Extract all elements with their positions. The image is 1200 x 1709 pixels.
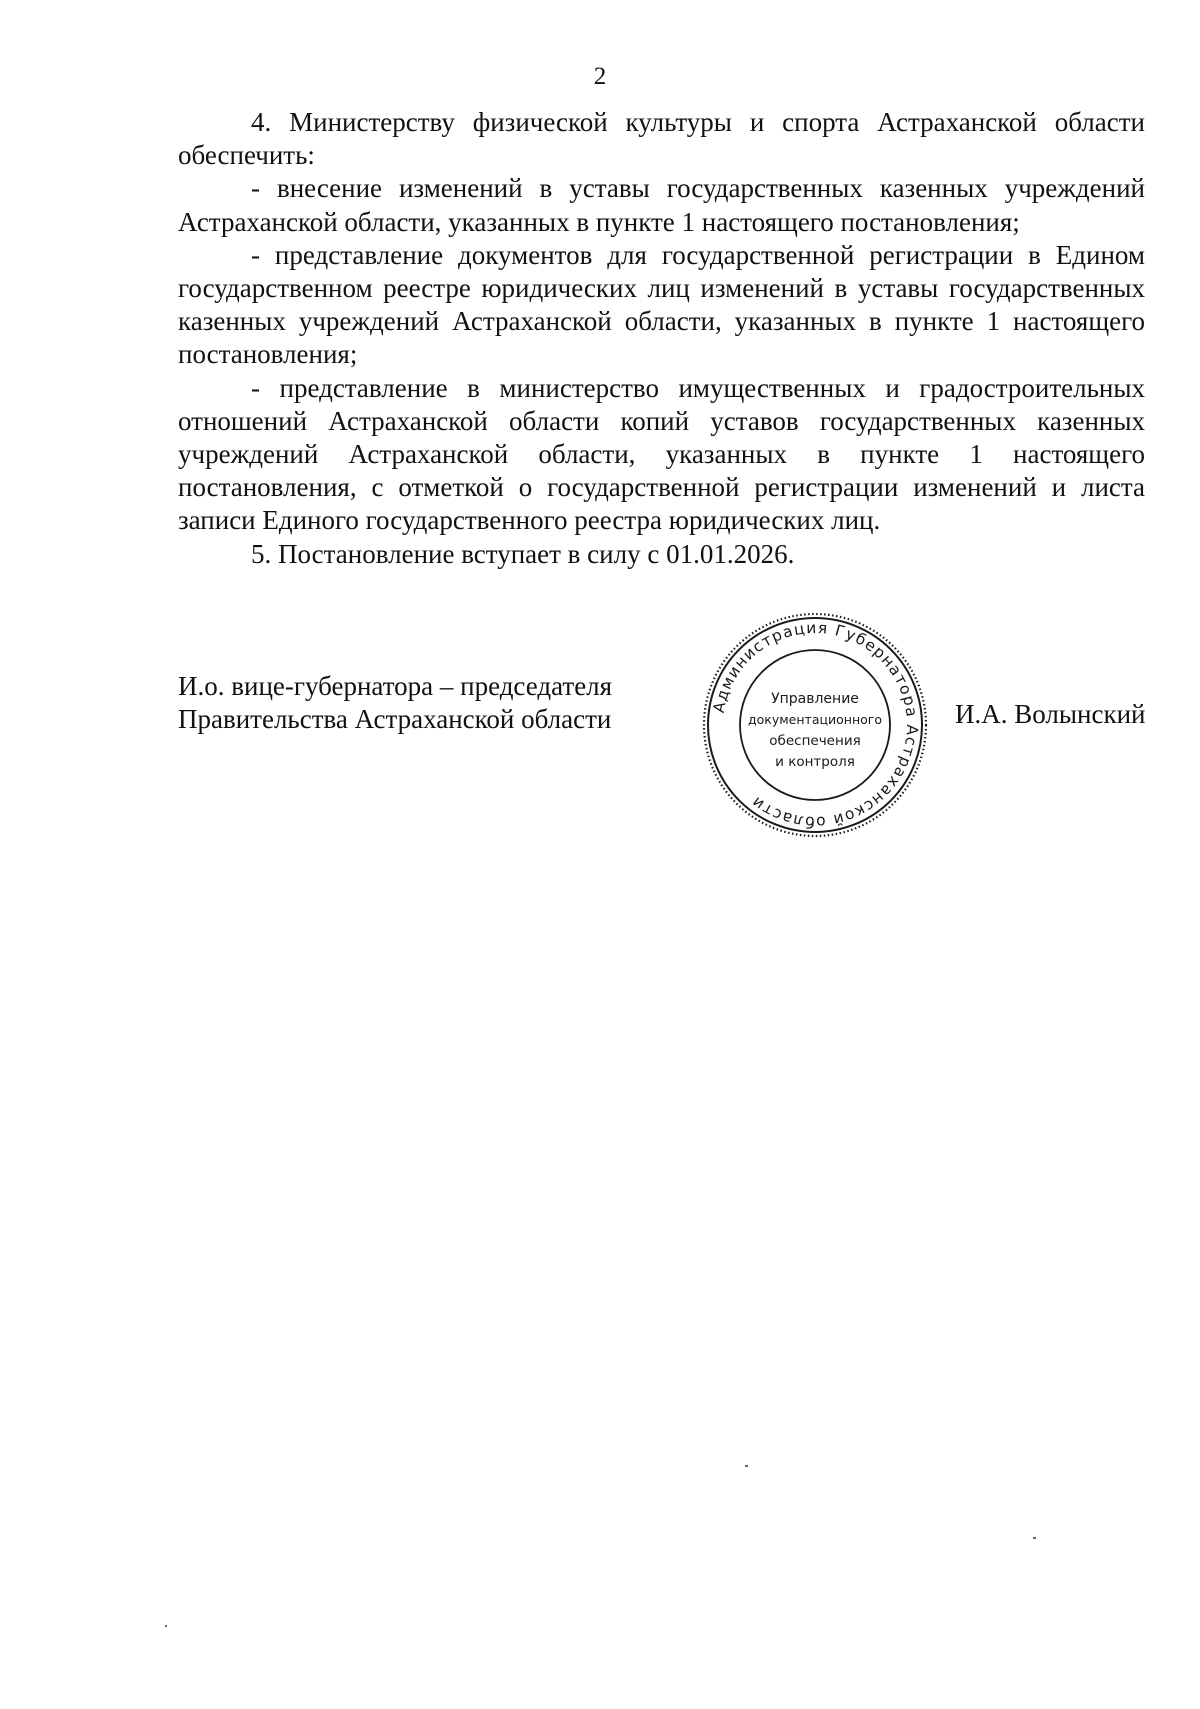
scan-speck bbox=[745, 1465, 748, 1467]
stamp-inner-line-4: и контроля bbox=[775, 754, 855, 770]
signer-name: И.А. Волынский bbox=[955, 699, 1146, 729]
paragraph-item-4: 4. Министерству физической культуры и спорта Астраханской области обеспечить: bbox=[178, 107, 1145, 171]
stamp-inner-line-1: Управление bbox=[771, 691, 859, 707]
stamp-inner-line-3: обеспечения bbox=[769, 733, 861, 749]
scan-speck bbox=[165, 1625, 167, 1627]
signature-title-line-2: Правительства Астраханской области bbox=[178, 704, 612, 734]
stamp-inner-line-2: документационного bbox=[748, 712, 882, 727]
page-number: 2 bbox=[593, 63, 607, 90]
paragraph-bullet-registration: - представление документов для государственной регистрации в Едином государственном реестре юридических лиц изменений в уставы государственных казенных учреждений Астраханской области, указанных в пункте 1 настоящего постановления; bbox=[178, 239, 1145, 370]
stamp-outer-text: Администрация Губернатора Астраханской области bbox=[709, 618, 922, 832]
paragraph-bullet-charter-changes: - внесение изменений в уставы государственных казенных учреждений Астраханской области, указанных в пункте 1 настоящего постановления; bbox=[178, 173, 1145, 237]
paragraph-item-5: 5. Постановление вступает в силу с 01.01.2026. bbox=[251, 538, 795, 569]
document-body bbox=[178, 106, 1145, 571]
paragraph-bullet-ministry-copies: - представление в министерство имущественных и градостроительных отношений Астраханской области копий уставов государственных казенных учреждений Астраханской области, указанных в пункте 1 настоящего постановления, с отметкой о государственной регистрации изменений и листа записи Единого государственного реестра юридических лиц. bbox=[178, 372, 1145, 536]
signature-title-line-1: И.о. вице-губернатора – председателя bbox=[178, 671, 613, 701]
scan-speck bbox=[1033, 1537, 1036, 1539]
signature-title bbox=[178, 670, 612, 736]
official-seal-stamp bbox=[700, 610, 930, 840]
